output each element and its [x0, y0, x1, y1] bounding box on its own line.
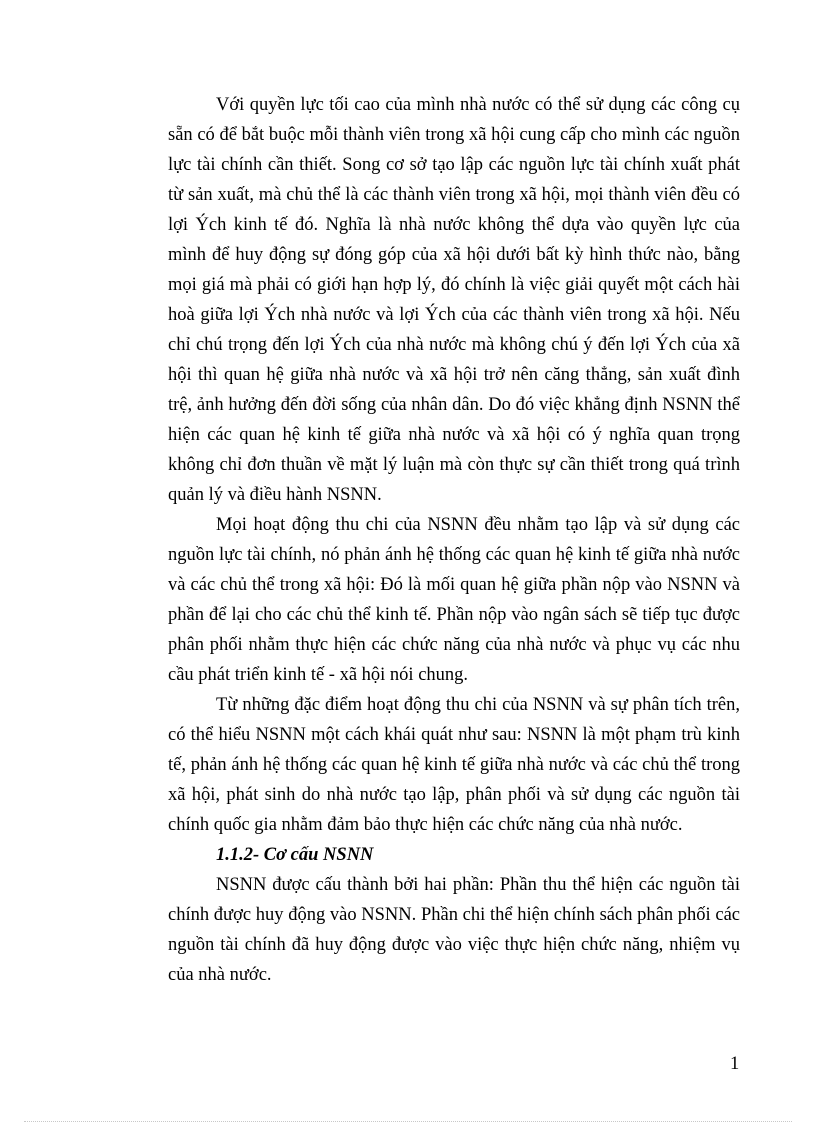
page-number: 1: [730, 1054, 740, 1074]
paragraph-nsnn-definition: Từ những đặc điểm hoạt động thu chi của NSNN và sự phân tích trên, có thể hiểu NSNN một cách khái quát như sau: NSNN là một phạm trù kinh tế, phản ánh hệ thống các quan hệ kinh tế giữa nhà nước và các chủ thể trong xã hội, phát sinh do nhà nước tạo lập, phân phối và sử dụng các nguồn tài chính quốc gia nhằm đảm bảo thực hiện các chức năng của nhà nước.: [168, 695, 740, 835]
page-body: [168, 90, 740, 990]
paragraph-state-power: Với quyền lực tối cao của mình nhà nước có thể sử dụng các công cụ sẵn có để bắt buộc mỗi thành viên trong xã hội cung cấp cho mình các nguồn lực tài chính cần thiết. Song cơ sở tạo lập các nguồn lực tài chính xuất phát từ sản xuất, mà chủ thể là các thành viên trong xã hội, mọi thành viên đều có lợi Ých kinh tế đó. Nghĩa là nhà nước không thể dựa vào quyền lực của mình để huy động sự đóng góp của xã hội dưới bất kỳ hình thức nào, bằng mọi giá mà phải có giới hạn hợp lý, đó chính là việc giải quyết một cách hài hoà giữa lợi Ých nhà nước và lợi Ých của các thành viên trong xã hội. Nếu chỉ chú trọng đến lợi Ých của nhà nước mà không chú ý đến lợi Ých của xã hội thì quan hệ giữa nhà nước và xã hội trở nên căng thẳng, sản xuất đình trệ, ảnh hưởng đến đời sống của nhân dân. Do đó việc khẳng định NSNN thể hiện các quan hệ kinh tế giữa nhà nước và xã hội có ý nghĩa quan trọng không chỉ đơn thuần về mặt lý luận mà còn thực sự cần thiết trong quá trình quản lý và điều hành NSNN.: [168, 95, 740, 505]
page-bottom-divider: [24, 1121, 792, 1122]
paragraph-nsnn-structure: NSNN được cấu thành bởi hai phần: Phần thu thể hiện các nguồn tài chính được huy động vào NSNN. Phần chi thể hiện chính sách phân phối các nguồn tài chính đã huy động được vào việc thực hiện chức năng, nhiệm vụ của nhà nước.: [168, 875, 740, 985]
paragraph-revenue-expenditure: Mọi hoạt động thu chi của NSNN đều nhằm tạo lập và sử dụng các nguồn lực tài chính, nó phản ánh hệ thống các quan hệ kinh tế giữa nhà nước và các chủ thể trong xã hội: Đó là mối quan hệ giữa phần nộp vào NSNN và phần để lại cho các chủ thể kinh tế. Phần nộp vào ngân sách sẽ tiếp tục được phân phối nhằm thực hiện các chức năng của nhà nước và phục vụ các nhu cầu phát triển kinh tế - xã hội nói chung.: [168, 515, 740, 685]
section-heading: 1.1.2- Cơ cấu NSNN: [216, 845, 374, 865]
